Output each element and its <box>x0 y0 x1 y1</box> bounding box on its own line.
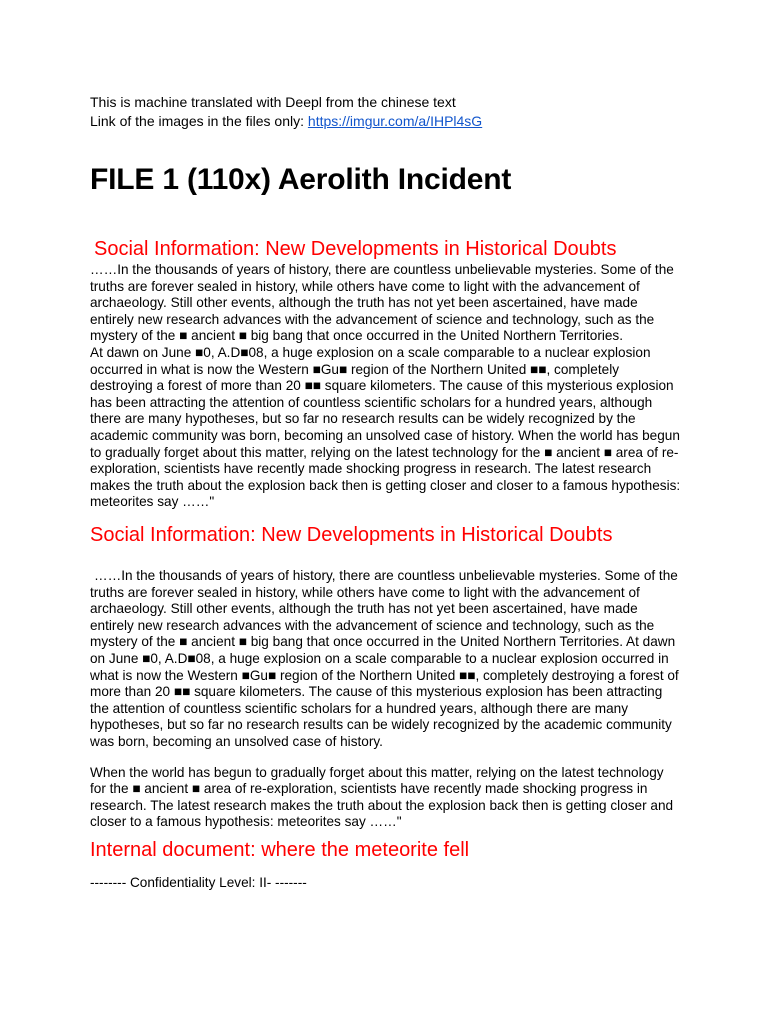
section-paragraph: ……In the thousands of years of history, there are countless unbelievable mysteries. Some of the truths are forever sealed in history, while others have come to light with the advancement of archaeology. Still other events, although the truth has not yet been ascertained, have made entirely new research advances with the advancement of science and technology, such as the mystery of the ■ ancient ■ big bang that once occurred in the United Northern Territories. At dawn on June ■0, A.D■08, a huge explosion on a scale comparable to a nuclear explosion occurred in what is now the Western ■Gu■ region of the Northern United ■■, completely destroying a forest of more than 20 ■■ square kilometers. The cause of this mysterious explosion has been attracting the attention of countless scientific scholars for a hundred years, although there are many hypotheses, but so far no research results can be widely recognized by the academic community was born, becoming an unsolved case of history. <box>90 568 679 749</box>
section-heading: Social Information: New Developments in Historical Doubts <box>94 238 617 260</box>
section-social-info-1 <box>90 236 682 511</box>
imgur-link[interactable]: https://imgur.com/a/IHPl4sG <box>307 113 483 129</box>
section-social-info-2 <box>90 522 682 831</box>
section-internal-document <box>90 837 682 892</box>
section-paragraph: ……In the thousands of years of history, there are countless unbelievable mysteries. Some of the truths are forever sealed in history, while others have come to light with the advancement of archaeology. Still other events, although the truth has not yet been ascertained, have made entirely new research advances with the advancement of science and technology, such as the mystery of the ■ ancient ■ big bang that once occurred in the United Northern Territories. <box>90 262 674 344</box>
section-heading: Internal document: where the meteorite fell <box>90 839 470 861</box>
section-paragraph: At dawn on June ■0, A.D■08, a huge explosion on a scale comparable to a nuclear explosion occurred in what is now the Western ■Gu■ region of the Northern United ■■, completely destroying a forest of more than 20 ■■ square kilometers. The cause of this mysterious explosion has been attracting the attention of countless scientific scholars for a hundred years, although there are many hypotheses, but so far no research results can be widely recognized by the academic community was born, becoming an unsolved case of history. When the world has begun to gradually forget about this matter, relying on the latest technology for the ■ ancient ■ area of re-exploration, scientists have recently made shocking progress in research. The latest research makes the truth about the explosion back then is getting closer and closer to a famous hypothesis: meteorites say ……" <box>90 344 681 510</box>
images-link-line <box>90 112 690 131</box>
translation-note: This is machine translated with Deepl from the chinese text <box>90 94 456 110</box>
confidentiality-level: -------- Confidentiality Level: II- ------- <box>90 875 307 890</box>
intro-block <box>90 93 690 131</box>
section-heading: Social Information: New Developments in Historical Doubts <box>90 524 613 546</box>
document-title: FILE 1 (110x) Aerolith Incident <box>90 163 512 196</box>
section-paragraph: When the world has begun to gradually forget about this matter, relying on the latest technology for the ■ ancient ■ area of re-exploration, scientists have recently made shocking progress in research. The latest research makes the truth about the explosion back then is getting closer and closer to a famous hypothesis: meteorites say ……" <box>90 764 674 830</box>
images-link-label: Link of the images in the files only: <box>90 113 308 129</box>
